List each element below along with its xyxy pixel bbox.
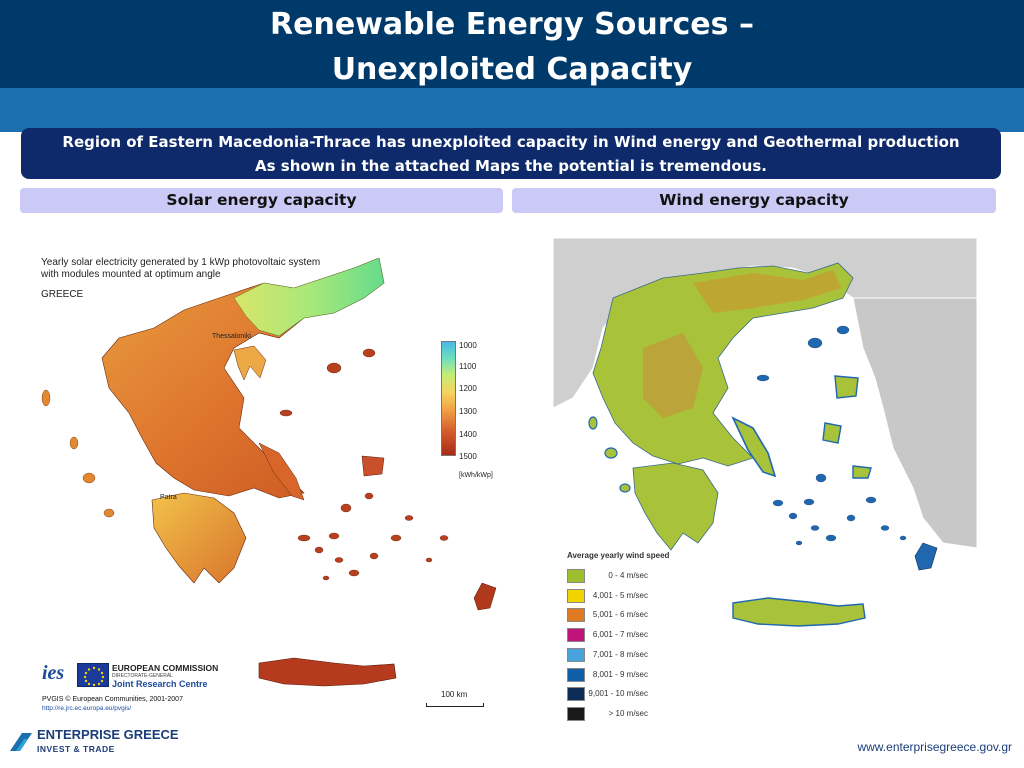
ec-name: EUROPEAN COMMISSION (112, 663, 219, 673)
wind-legend-swatch (567, 648, 585, 662)
scale-bar-label: 100 km (441, 690, 468, 699)
wind-legend-label: 9,001 - 10 m/sec (588, 689, 648, 699)
footer-brand: ENTERPRISE GREECE (37, 727, 179, 742)
solar-city-patra: Patra (160, 494, 177, 501)
solar-crete (259, 658, 396, 686)
solar-legend-tick: 1000 (459, 341, 477, 350)
title-line-1: Renewable Energy Sources – (270, 7, 754, 42)
wind-legend-label: 7,001 - 8 m/sec (592, 649, 648, 659)
page-title (0, 2, 1024, 92)
solar-legend-tick: 1400 (459, 430, 477, 439)
wind-legend-swatch (567, 608, 585, 622)
solar-legend-bar (441, 341, 456, 456)
solar-northern-region (234, 258, 384, 336)
wind-legend-swatch (567, 668, 585, 682)
wind-legend-swatch (567, 569, 585, 583)
solar-legend-tick: 1100 (459, 362, 477, 371)
wind-legend-label: 6,001 - 7 m/sec (592, 630, 648, 640)
solar-legend-tick: 1500 (459, 452, 477, 461)
solar-map (34, 238, 512, 718)
solar-chalkidiki (234, 346, 266, 380)
header-stripe (0, 88, 1024, 132)
solar-rhodes (474, 583, 496, 610)
solar-legend-tick: 1200 (459, 384, 477, 393)
solar-caption-line-1: Yearly solar electricity generated by 1 kWp photovoltaic system (41, 257, 321, 268)
solar-ionian-islands (42, 390, 114, 517)
solar-legend-tick: 1300 (459, 407, 477, 416)
solar-peloponnese (152, 493, 246, 583)
wind-legend-label: 5,001 - 6 m/sec (592, 610, 648, 620)
ec-dg: DIRECTORATE-GENERAL (112, 673, 173, 679)
wind-legend-title: Average yearly wind speed (567, 551, 670, 560)
footer-tagline: INVEST & TRADE (37, 744, 115, 754)
solar-source-url: http://re.jrc.ec.europa.eu/pvgis/ (42, 705, 132, 712)
summary-banner (21, 128, 1001, 179)
banner-line-1: Region of Eastern Macedonia-Thrace has unexploited capacity in Wind energy and Geothermal production (62, 133, 960, 151)
wind-legend-label: 4,001 - 5 m/sec (592, 590, 648, 600)
solar-city-thessaloniki: Thessaloniki (212, 333, 251, 340)
banner-line-2: As shown in the attached Maps the potential is tremendous. (255, 157, 767, 175)
wind-section-label: Wind energy capacity (512, 188, 996, 213)
wind-legend-label: 0 - 4 m/sec (608, 571, 648, 580)
wind-legend-swatch (567, 707, 585, 721)
scale-bar (426, 703, 484, 707)
wind-legend-swatch (567, 628, 585, 642)
ies-logo: ies (42, 662, 65, 684)
footer-url[interactable]: www.enterprisegreece.gov.gr (857, 740, 1012, 754)
solar-lesvos (362, 456, 384, 476)
wind-legend-label: > 10 m/sec (608, 708, 648, 718)
title-line-2: Unexploited Capacity (331, 52, 693, 87)
solar-copyright: PVGIS © European Communities, 2001-2007 (42, 696, 183, 703)
solar-legend-unit: [kWh/kWp] (459, 472, 493, 479)
wind-legend-label: 8,001 - 9 m/sec (592, 669, 648, 679)
solar-section-label: Solar energy capacity (20, 188, 503, 213)
solar-country-label: GREECE (41, 289, 84, 300)
enterprise-greece-logo-icon (8, 731, 34, 753)
eu-flag-icon (77, 663, 109, 687)
wind-legend-swatch (567, 687, 585, 701)
solar-caption-line-2: with modules mounted at optimum angle (41, 269, 221, 280)
wind-legend-swatch (567, 589, 585, 603)
ec-jrc: Joint Research Centre (112, 679, 208, 689)
